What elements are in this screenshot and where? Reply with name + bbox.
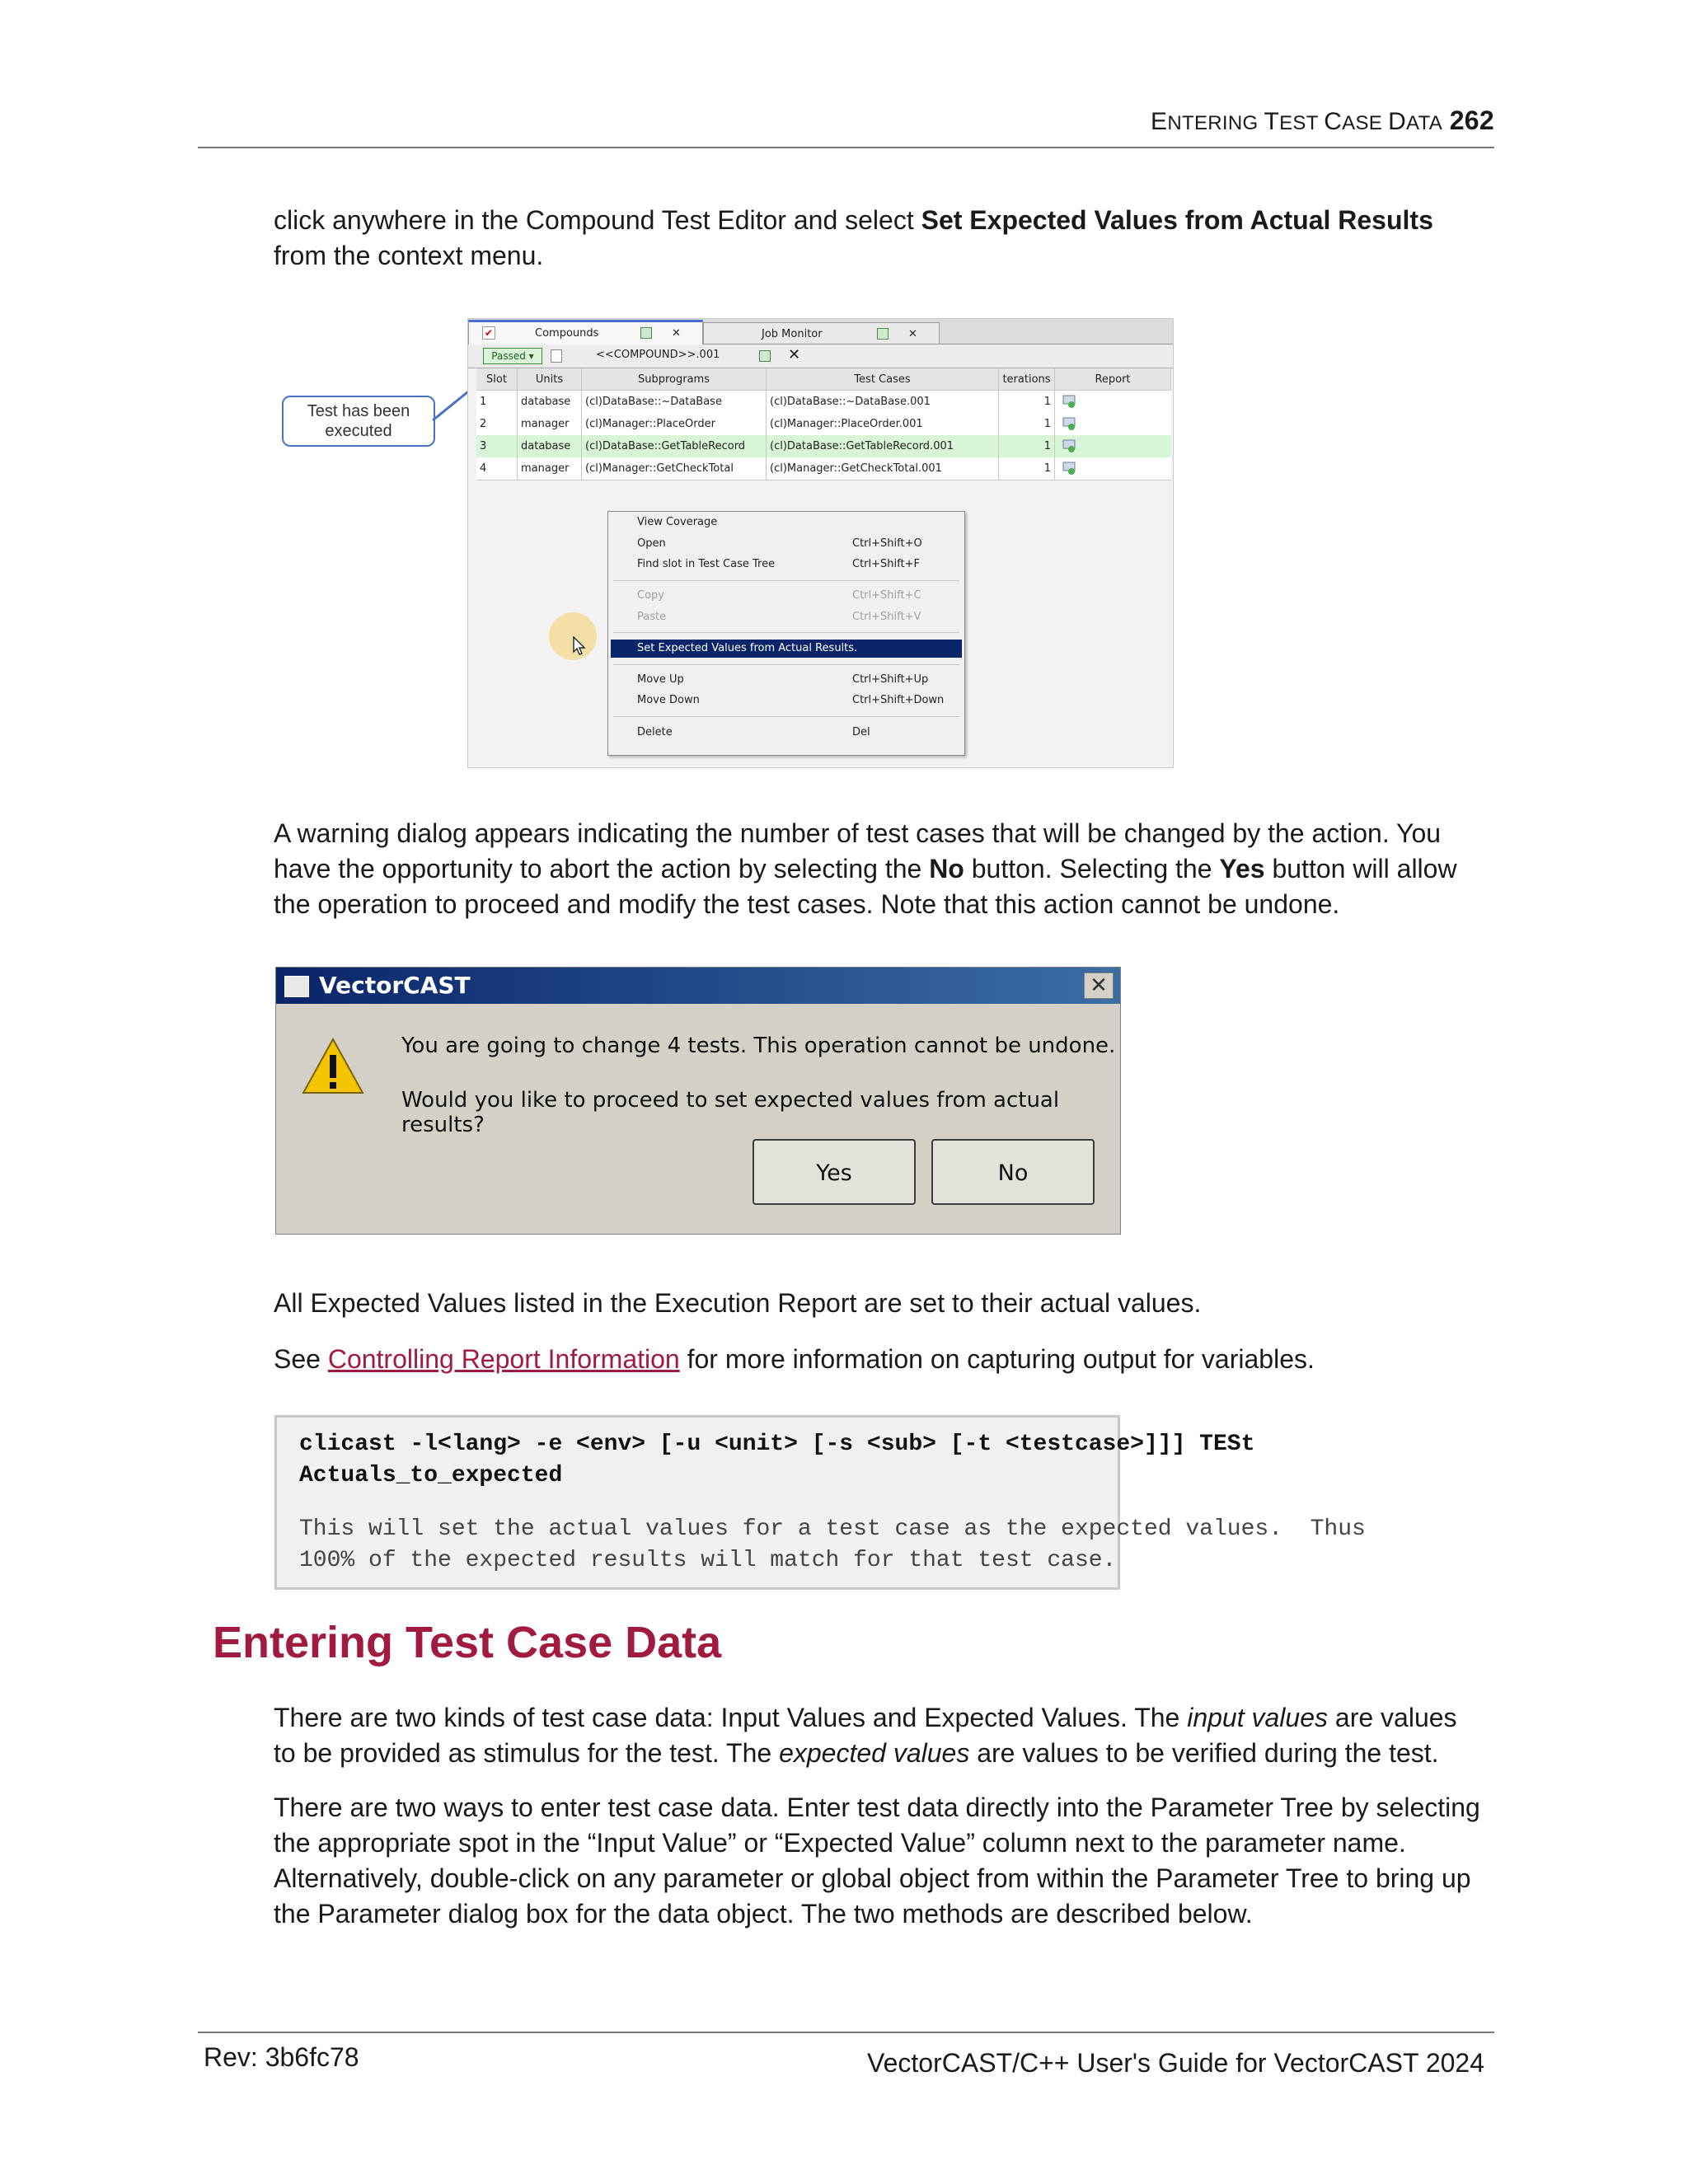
checkbox-icon: ✔ — [482, 326, 495, 340]
warning-paragraph: A warning dialog appears indicating the number of test cases that will be changed by the action. You have the opportunity to abort the action by selecting the No button. Selecting the Yes button will allow the operation to proceed and modify the test cases. Note that this action cannot be undone. — [274, 818, 1457, 919]
command-text: clicast -l<lang> -e <env> [-u <unit> [-s <sub> [-t <testcase>]]] TESt Actuals_to_expected — [299, 1432, 1255, 1488]
report-icon[interactable] — [1062, 416, 1076, 431]
section-heading: Entering Test Case Data — [213, 1618, 722, 1667]
yes-button[interactable]: Yes — [753, 1139, 916, 1205]
header-rule — [198, 147, 1494, 148]
section-paragraph-2: There are two ways to enter test case data. Enter test data directly into the Parameter Tree by selecting the appropriate spot in the “Input Value” or “Expected Value” column next to the parameter name. Alternatively, double-click on any parameter or global object from within the Parameter Tree to bring up the Parameter dialog box for the data object. The two methods are described below. — [274, 1793, 1480, 1929]
see-also-paragraph: See Controlling Report Information for more information on capturing output for variables. — [274, 1344, 1315, 1374]
executed-callout: Test has been executed — [282, 396, 435, 447]
menu-separator — [613, 580, 959, 581]
context-menu — [607, 511, 965, 756]
section-paragraph-1: There are two kinds of test case data: Input Values and Expected Values. The input values are values to be provided as stimulus for the test. The expected values are values to be verified during the test. — [274, 1703, 1457, 1768]
app-icon — [284, 976, 309, 997]
report-icon[interactable] — [1062, 461, 1076, 476]
command-description: This will set the actual values for a test case as the expected values. Thus 100% of the expected results will match for that test case. — [299, 1516, 1366, 1573]
intro-paragraph: click anywhere in the Compound Test Editor and select Set Expected Values from Actual Results from the context menu. — [274, 205, 1433, 270]
running-header: ENTERING TEST CASE DATA 262 — [1151, 105, 1494, 135]
dialog-titlebar: VectorCAST ✕ — [276, 968, 1120, 1004]
warning-icon — [301, 1037, 365, 1096]
page-number: 262 — [1449, 105, 1494, 135]
table-row[interactable]: 2 manager (cl)Manager::PlaceOrder (cl)Manager::PlaceOrder.001 1 — [476, 413, 1171, 436]
pin-icon[interactable] — [640, 327, 652, 339]
tab-compounds[interactable]: ✔ Compounds ✕ — [468, 320, 703, 345]
menu-item-move-up[interactable]: Move Up Ctrl+Shift+Up — [637, 673, 929, 686]
tab-job-monitor[interactable]: Job Monitor ✕ — [703, 322, 940, 344]
close-button[interactable]: ✕ — [1084, 972, 1114, 999]
dialog-message-2: Would you like to proceed to set expected values from actual results? — [401, 1088, 1060, 1137]
report-icon[interactable] — [1062, 394, 1076, 409]
table-row[interactable]: 4 manager (cl)Manager::GetCheckTotal (cl)Manager::GetCheckTotal.001 1 — [476, 457, 1171, 480]
footer-rule — [198, 2032, 1494, 2033]
menu-item-paste[interactable]: Paste Ctrl+Shift+V — [637, 611, 921, 623]
dialog-message-1: You are going to change 4 tests. This operation cannot be undone. — [401, 1033, 1116, 1058]
pin-icon[interactable] — [759, 350, 771, 362]
command-code-box — [274, 1415, 1366, 1590]
pin-icon[interactable] — [877, 328, 889, 340]
table-header: Slot Units Subprograms Test Cases terations Report — [476, 368, 1171, 391]
table-row[interactable]: 3 database (cl)DataBase::GetTableRecord (cl)DataBase::GetTableRecord.001 1 — [476, 435, 1171, 458]
compound-subtab: Passed ▾ <<COMPOUND>>.001 ✕ — [468, 344, 1173, 368]
menu-item-find-slot[interactable]: Find slot in Test Case Tree Ctrl+Shift+F — [637, 558, 920, 570]
expected-values-paragraph: All Expected Values listed in the Execution Report are set to their actual values. — [274, 1288, 1202, 1318]
document-icon — [551, 349, 562, 363]
confirmation-dialog — [275, 967, 1121, 1235]
tab-bar — [468, 319, 1173, 344]
revision: Rev: 3b6fc78 — [204, 2042, 359, 2072]
mouse-cursor-icon — [573, 636, 586, 656]
no-button[interactable]: No — [931, 1139, 1095, 1205]
guide-title: VectorCAST/C++ User's Guide for VectorCAST 2024 — [867, 2048, 1484, 2078]
menu-item-set-expected-values[interactable]: Set Expected Values from Actual Results. — [611, 640, 962, 658]
controlling-report-link[interactable]: Controlling Report Information — [327, 1344, 680, 1374]
menu-item-delete[interactable]: Delete Del — [637, 726, 870, 738]
menu-item-open[interactable]: Open Ctrl+Shift+O — [637, 537, 922, 550]
close-icon[interactable]: ✕ — [788, 346, 801, 363]
status-dropdown[interactable]: Passed ▾ — [483, 348, 542, 364]
menu-separator — [613, 664, 959, 665]
close-icon[interactable]: ✕ — [672, 327, 681, 340]
report-icon[interactable] — [1062, 438, 1076, 453]
menu-item-copy[interactable]: Copy Ctrl+Shift+C — [637, 589, 921, 602]
close-icon[interactable]: ✕ — [908, 328, 917, 340]
menu-item-view-coverage[interactable]: View Coverage — [637, 516, 718, 528]
compound-editor-screenshot — [467, 318, 1174, 768]
table-row[interactable]: 1 database (cl)DataBase::~DataBase (cl)DataBase::~DataBase.001 1 — [476, 391, 1171, 414]
menu-item-move-down[interactable]: Move Down Ctrl+Shift+Down — [637, 694, 945, 706]
menu-separator — [613, 632, 959, 633]
menu-separator — [613, 716, 959, 717]
